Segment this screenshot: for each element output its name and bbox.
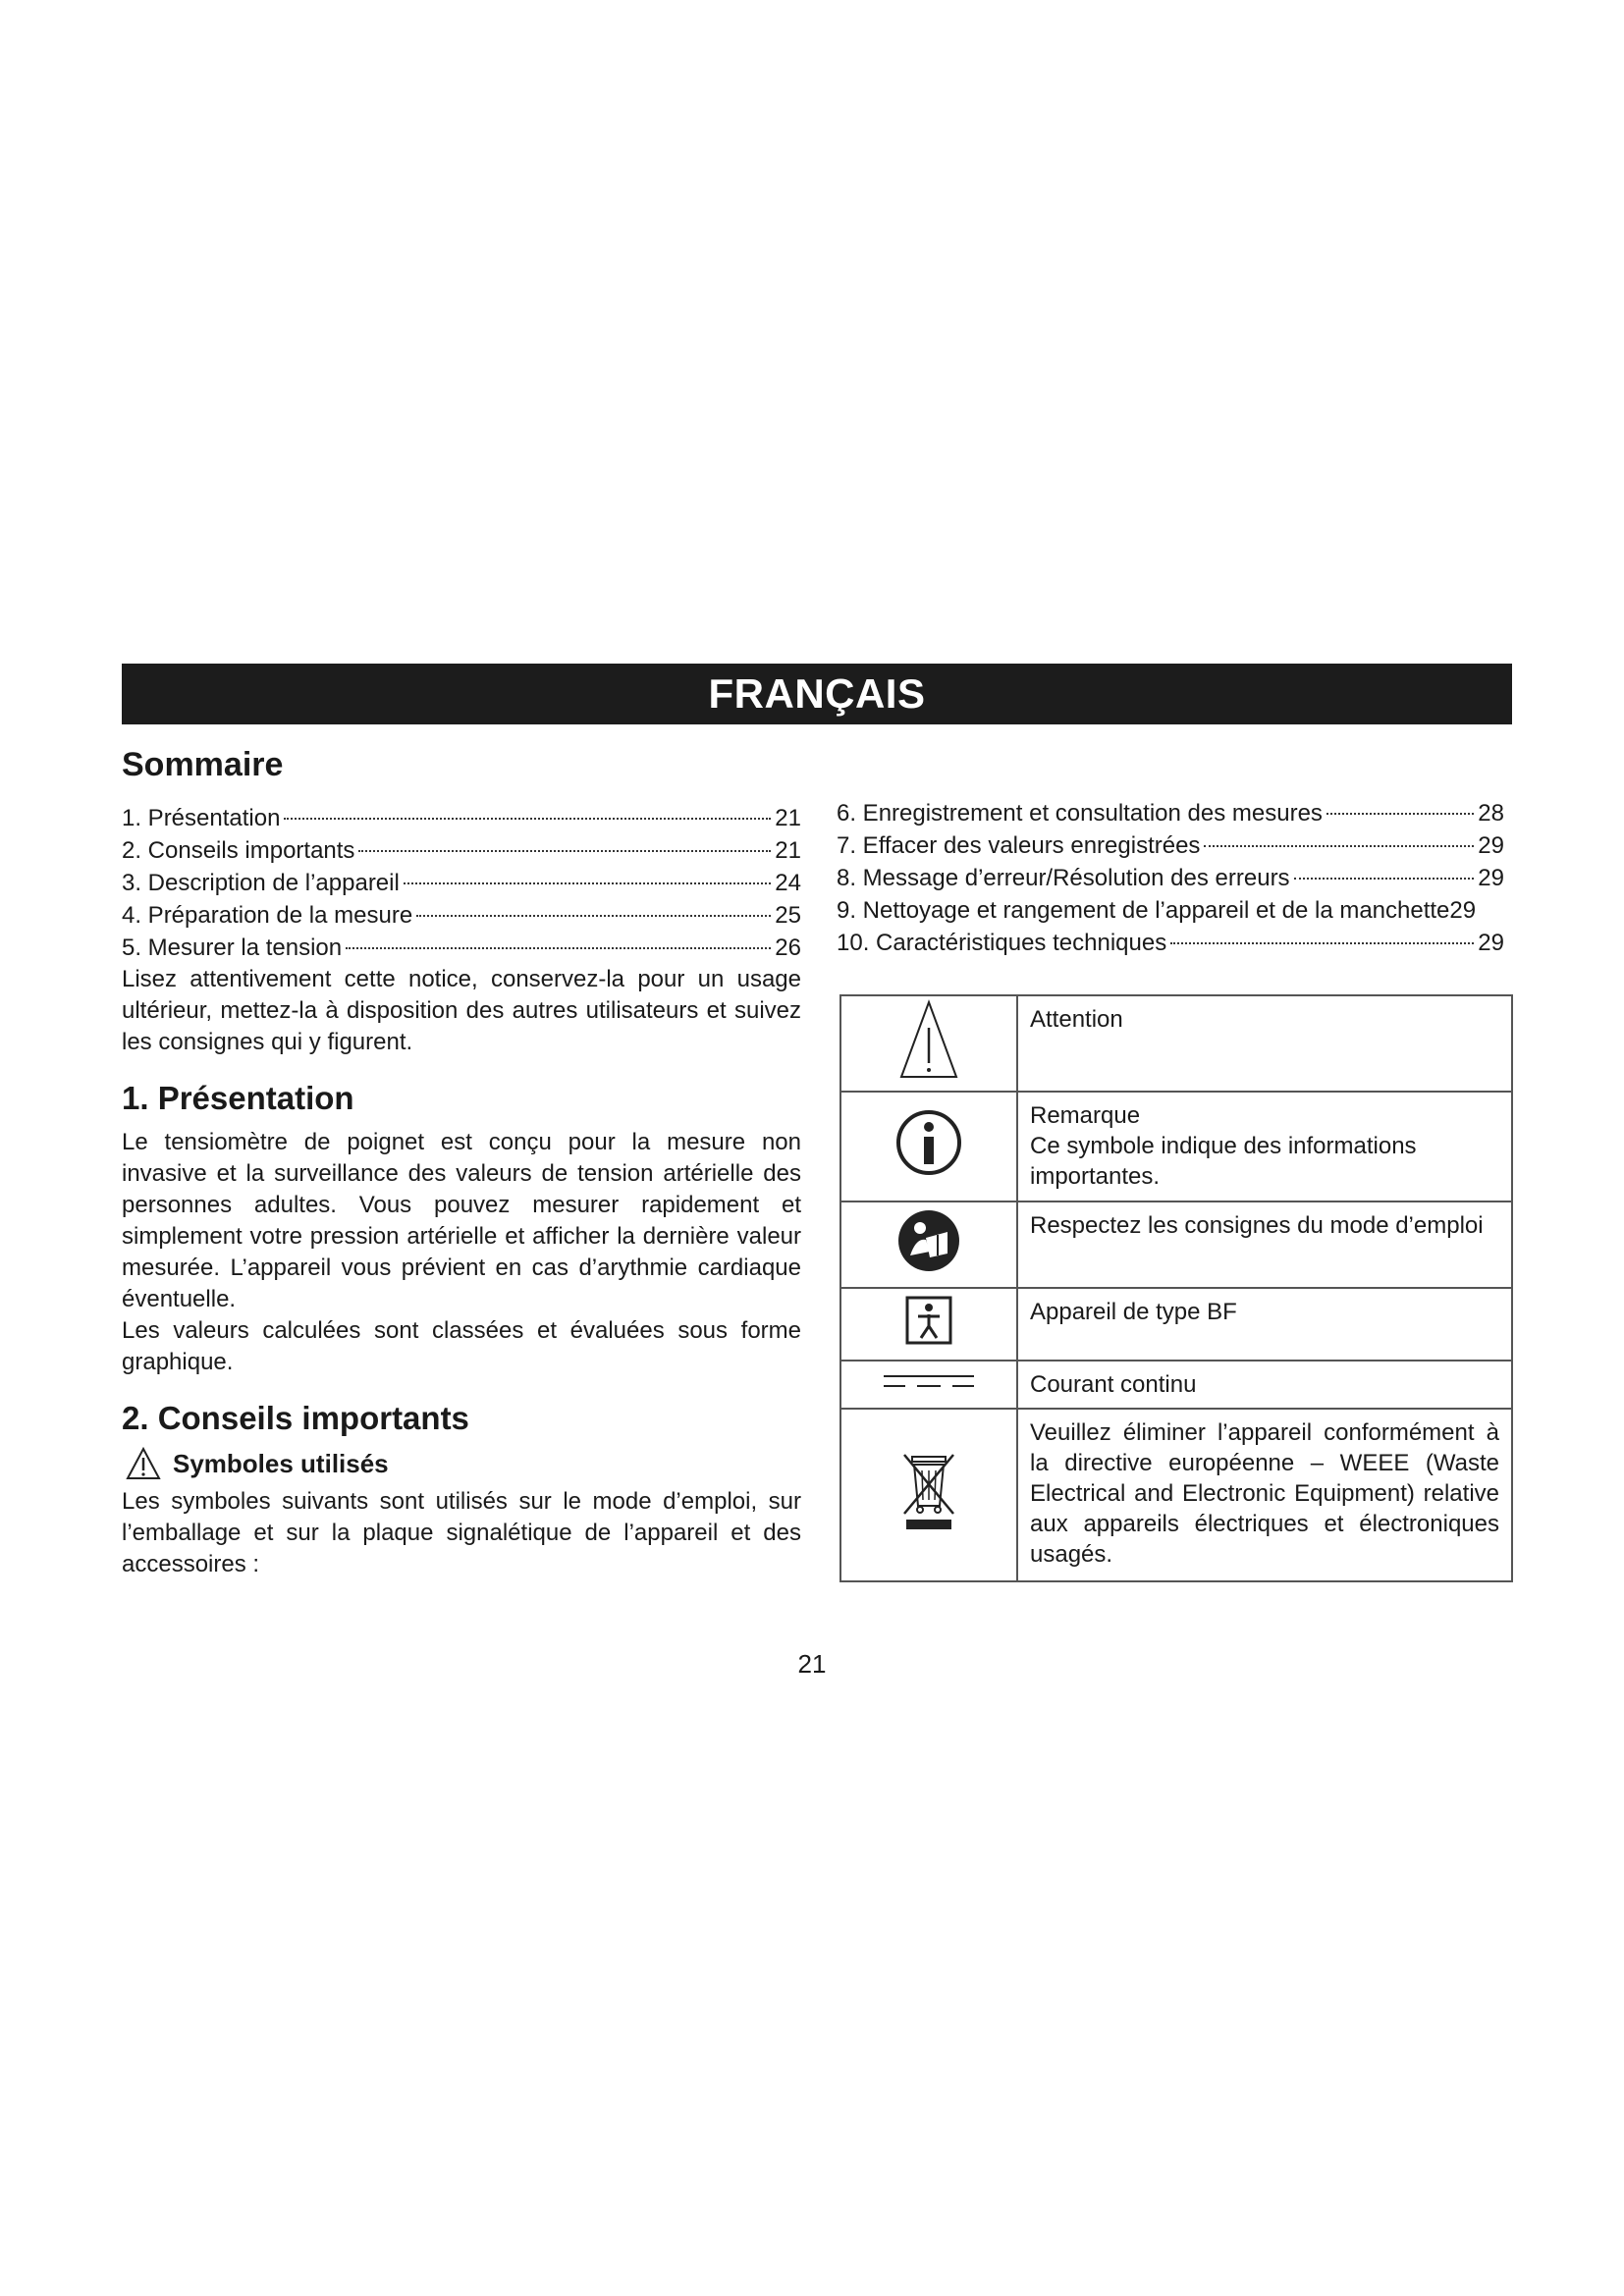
toc-entry[interactable] [122,899,801,932]
toc-entry-label: 7. Effacer des valeurs enregistrées [837,832,1201,859]
toc-title: Sommaire [122,746,284,783]
symbol-row [840,1092,1512,1201]
symbol-description: Ce symbole indique des informations importantes. [1030,1133,1417,1190]
direct-current-icon [882,1369,976,1393]
toc-entry-label: 8. Message d’erreur/Résolution des erreurs [837,865,1290,891]
toc-leader [1326,813,1474,815]
symbol-text-cell [1017,995,1512,1092]
symbol-row [840,995,1512,1092]
toc-entry-page: 25 [775,902,801,929]
toc-entry-page: 21 [775,837,801,864]
symbol-row [840,1288,1512,1361]
toc-entry-label: 2. Conseils importants [122,837,355,864]
toc-entry-page: 28 [1478,800,1504,827]
symbol-row [840,1409,1512,1581]
toc-entry[interactable] [122,834,801,867]
symbol-icon-cell [840,1361,1017,1409]
symbol-description: Veuillez éliminer l’appareil conformément à la directive européenne – WEEE (Waste Electrical and Electronic Equipment) relative aux appareils électriques et électroniques usagés. [1030,1419,1499,1568]
symbol-row [840,1201,1512,1288]
page-number: 21 [797,1649,827,1679]
presentation-paragraph-2: Les valeurs calculées sont classées et évaluées sous forme graphique. [122,1317,801,1375]
toc-entry-page: 29 [1478,865,1504,891]
symbol-label: Appareil de type BF [1030,1299,1237,1325]
toc-entry-label: 3. Description de l’appareil [122,870,400,896]
symbol-icon-cell [840,1288,1017,1361]
symbols-subheading-label: Symboles utilisés [173,1448,389,1478]
toc-leader [358,850,771,852]
symbol-text-cell [1017,1409,1512,1581]
toc-entry[interactable] [837,927,1504,959]
section-conseils-title: 2. Conseils importants [122,1400,469,1436]
read-manual-icon [896,1208,961,1273]
symbol-text-cell [1017,1092,1512,1201]
toc-entry-page: 21 [775,805,801,831]
toc-leader [1170,942,1474,944]
toc-entry-label: 1. Présentation [122,805,281,831]
symbol-label: Attention [1030,1006,1123,1033]
symbols-subheading [126,1447,801,1480]
language-banner [122,664,1512,724]
right-column [837,797,1512,959]
toc-entry[interactable] [122,932,801,964]
toc-entry-label: 6. Enregistrement et consultation des mesures [837,800,1323,827]
language-title: FRANÇAIS [708,670,926,717]
presentation-paragraph: Le tensiomètre de poignet est conçu pour la mesure non invasive et la surveillance des valeurs de tension artérielle des personnes adultes. Vous pouvez mesurer rapidement et simplement votre pression artérielle et afficher la dernière valeur mesurée. L’appareil vous prévient en cas d’arythmie cardiaque éventuelle. [122,1129,801,1312]
toc-entry[interactable] [837,862,1504,894]
toc-entry-page: 29 [1449,897,1477,924]
symbol-icon-cell [840,1409,1017,1581]
warning-triangle-icon [126,1447,161,1480]
toc-entry[interactable] [837,797,1504,829]
left-column [122,746,801,1580]
weee-bin-icon [900,1451,957,1531]
symbol-label: Respectez les consignes du mode d’emploi [1030,1212,1484,1239]
toc-entry-label: 9. Nettoyage et rangement de l’appareil et de la manchette [837,897,1450,924]
toc-entry[interactable] [837,829,1504,862]
symbol-text-cell [1017,1201,1512,1288]
symbols-table [839,994,1513,1582]
toc-entry[interactable] [122,867,801,899]
toc-left [122,802,801,964]
toc-entry-page: 26 [775,934,801,961]
section-presentation-title: 1. Présentation [122,1080,354,1116]
toc-leader [284,818,771,820]
warning-triangle-icon [897,998,960,1081]
toc-entry-page: 29 [1478,832,1504,859]
symbol-icon-cell [840,1092,1017,1201]
symbol-text-cell [1017,1288,1512,1361]
toc-leader [404,882,771,884]
toc-entry-label: 5. Mesurer la tension [122,934,343,961]
symbol-text-cell [1017,1361,1512,1409]
toc-leader [416,915,771,917]
toc-entry-label: 4. Préparation de la mesure [122,902,413,929]
toc-leader [346,947,771,949]
toc-entry-label: 10. Caractéristiques techniques [837,930,1167,956]
intro-paragraph: Lisez attentivement cette notice, conservez-la pour un usage ultérieur, mettez-la à disposition des autres utilisateurs et suivez les consignes qui y figurent. [122,966,801,1055]
toc-entry[interactable] [837,894,1504,927]
symbol-label: Remarque [1030,1102,1141,1129]
symbol-label: Courant continu [1030,1371,1197,1398]
symbol-icon-cell [840,995,1017,1092]
toc-leader [1204,845,1474,847]
symbol-row [840,1361,1512,1409]
toc-leader [1294,878,1475,880]
toc-right [837,797,1512,959]
conseils-paragraph: Les symboles suivants sont utilisés sur le mode d’emploi, sur l’emballage et sur la plaque signalétique de l’appareil et des accessoires : [122,1488,801,1577]
toc-entry-page: 29 [1478,930,1504,956]
toc-entry-page: 24 [775,870,801,896]
symbol-icon-cell [840,1201,1017,1288]
toc-entry[interactable] [122,802,801,834]
info-circle-icon [894,1108,963,1177]
type-bf-icon [904,1295,953,1346]
